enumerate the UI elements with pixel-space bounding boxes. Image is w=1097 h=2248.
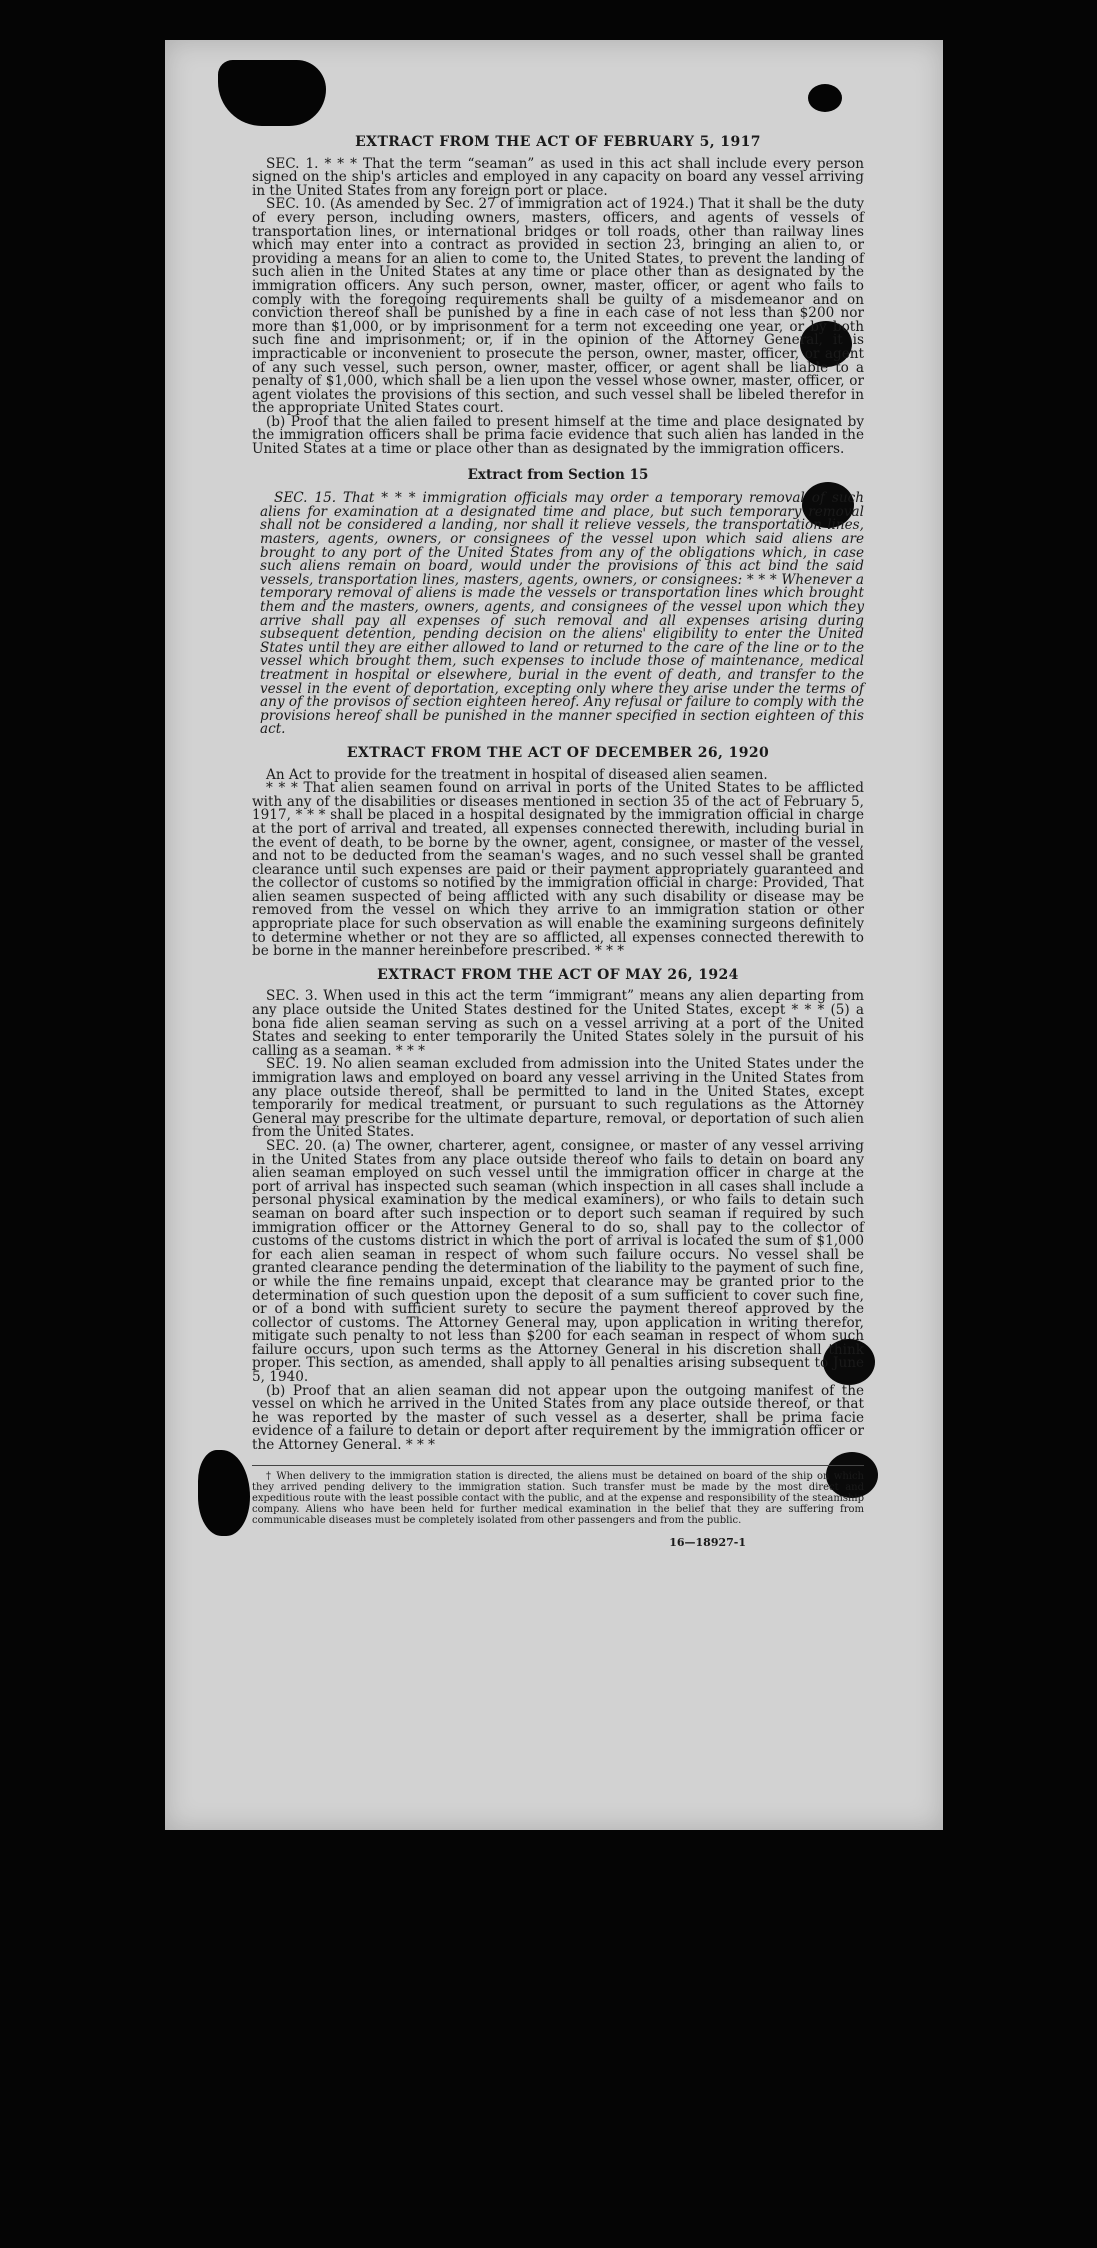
torn-edge-top-right [808,84,842,112]
paragraph-sec-19: SEC. 19. No alien seaman excluded from admission into the United States under the immigration laws and employed on board any vessel arriving in the United States from any place outside thereof, shall be permitted to land in the United States, except temporarily for medical treatment, or pursuant to such regulations as the Attorney General may prescribe for the ultimate departure, removal, or deportation of such alien from the United States. [252,1056,864,1141]
subheading-section-15: Extract from Section 15 [467,466,649,483]
paragraph-hospital: * * * That alien seamen found on arrival in ports of the United States to be afflicted with any of the disabilities or diseases mentioned in section 35 of the act of February 5, 1917, * * * shall be placed in a hospital designated by the immigration official in charge at the port of arrival and treated, all expenses connected therewith, including burial in the event of death, to be borne by the owner, agent, consignee, or master of the vessel, and not to be deducted from the seaman's wages, and no such vessel shall be granted clearance until such expenses are paid or their payment appropriately guaranteed and the collector of customs so notified by the immigration official in charge: Provided, That alien seamen suspected of being afflicted with any such disability or disease may be removed from the vessel on which they arrive to an immigration station or other appropriate place for such observation as will enable the examining surgeons definitely to determine whether or not they are so afflicted, all expenses connected therewith to be borne in the manner hereinbefore prescribed. * * * [252,780,864,960]
footnote: † When delivery to the immigration station is directed, the aliens must be detained on board of the ship on which they arrived pending delivery to the immigration station. Such transfer must be made by the most direct and expeditious route with the least possible contact with the public, and at the expense and responsibility of the steamship company. Aliens who have been held for further medical examination in the belief that they are suffering from communicable diseases must be completely isolated from other passengers and from the public. [252,1465,864,1526]
paragraph-act-title: An Act to provide for the treatment in hospital of diseased alien seamen. [266,766,768,783]
paragraph-sec-20-b: (b) Proof that an alien seaman did not appear upon the outgoing manifest of the vessel on which he arrived in the United States from any place outside thereof, or that he was reported by the master of such vessel as a deserter, shall be prima facie evidence of a failure to detain or deport after requirement by the immigration officer or the Attorney General. * * * [252,1382,864,1454]
heading-act-1924: EXTRACT FROM THE ACT OF MAY 26, 1924 [377,966,739,983]
heading-act-1920: EXTRACT FROM THE ACT OF DECEMBER 26, 1920 [346,744,770,761]
paragraph-sec-3: SEC. 3. When used in this act the term “immigrant” means any alien departing from any place outside the United States destined for the United States, except * * * (5) a bona fide alien seaman serving as such on a vessel arriving at a port of the United States and seeking to enter temporarily the United States solely in the pursuit of his calling as a seaman. * * * [252,988,864,1059]
document-number: 16—18927-1 [669,1535,746,1549]
paragraph-sec-10-b: (b) Proof that the alien failed to present himself at the time and place designated by the immigration officers shall be prima facie evidence that such alien has landed in the United States at a time or place other than as designated by the immigration officers. [252,413,864,458]
torn-corner-top [218,60,326,126]
paragraph-sec-20-a: SEC. 20. (a) The owner, charterer, agent, consignee, or master of any vessel arriving in the United States from any place outside thereof who fails to detain on board any alien seaman employed on such vessel until the immigration officer in charge at the port of arrival has inspected such seaman (which inspection in all cases shall include a personal physical examination by the medical examiners), or who fails to detain such seaman on board after such inspection or to deport such seaman if required by such immigration officer or the Attorney General to do so, shall pay to the collector of customs of the customs district in which the port of arrival is located the sum of $1,000 for each alien seaman in respect of whom such failure occurs. No vessel shall be granted clearance pending the determination of the liability to the payment of such fine, or while the fine remains unpaid, except that clearance may be granted prior to the determination of such question upon the deposit of a sum sufficient to cover such fine, or of a bond with sufficient surety to secure the payment thereof approved by the collector of customs. The Attorney General may, upon application in writing therefor, mitigate such penalty to not less than $200 for each seaman in respect of whom such failure occurs, upon such terms as the Attorney General in his discretion shall think proper. This section, as amended, shall apply to all penalties arising subsequent to June 5, 1940. [252,1137,864,1386]
heading-act-1917: EXTRACT FROM THE ACT OF FEBRUARY 5, 1917 [355,134,761,150]
paragraph-sec-10: SEC. 10. (As amended by Sec. 27 of immigration act of 1924.) That it shall be the duty of every person, including owners, masters, officers, and agents of vessels of transportation lines, or international bridges or toll roads, other than railway lines which may enter into a contract as provided in section 23, bringing an alien to, or providing a means for an alien to come to, the United States, to prevent the landing of such alien in the United States at any time or place other than as designated by the immigration officers. Any such person, owner, master, officer, or agent who fails to comply with the foregoing requirements shall be guilty of a misdemeanor and on conviction thereof shall be punished by a fine in each case of not less than $200 nor more than $1,000, or by imprisonment for a term not exceeding one year, or by both such fine and imprisonment; or, if in the opinion of the Attorney General, it is impracticable or inconvenient to prosecute the person, owner, master, officer, or agent of any such vessel, such person, owner, master, officer, or agent shall be liable to a penalty of $1,000, which shall be a lien upon the vessel whose owner, master, officer, or agent violates the provisions of this section, and such vessel shall be libeled therefor in the appropriate United States court. [252,196,864,417]
paragraph-sec-1: SEC. 1. * * * That the term “seaman” as used in this act shall include every person signed on the ship's articles and employed in any capacity on board any vessel arriving in the United States from any foreign port or place. [252,155,864,199]
paragraph-sec-15: SEC. 15. That * * * immigration officials may order a temporary removal of such aliens for examination at a designated time and place, but such temporary removal shall not be considered a landing, nor shall it relieve vessels, the transportation lines, masters, agents, owners, or consignees of the vessel upon which said aliens are brought to any port of the United States from any of the obligations which, in case such aliens remain on board, would under the provisions of this act bind the said vessels, transportation lines, masters, agents, owners, or consignees: * * * Whenever a temporary removal of aliens is made the vessels or transportation lines which brought them and the masters, owners, agents, and consignees of the vessel upon which they arrive shall pay all expenses of such removal and all expenses arising during subsequent detention, pending decision on the aliens' eligibility to enter the United States until they are either allowed to land or returned to the care of the line or to the vessel which brought them, such expenses to include those of maintenance, medical treatment in hospital or elsewhere, burial in the event of death, and transfer to the vessel in the event of deportation, excepting only where they arise under the terms of any of the provisos of section eighteen hereof. Any refusal or failure to comply with the provisions hereof shall be punished in the manner specified in section eighteen of this act. [260,490,864,738]
document-text [252,136,864,1549]
